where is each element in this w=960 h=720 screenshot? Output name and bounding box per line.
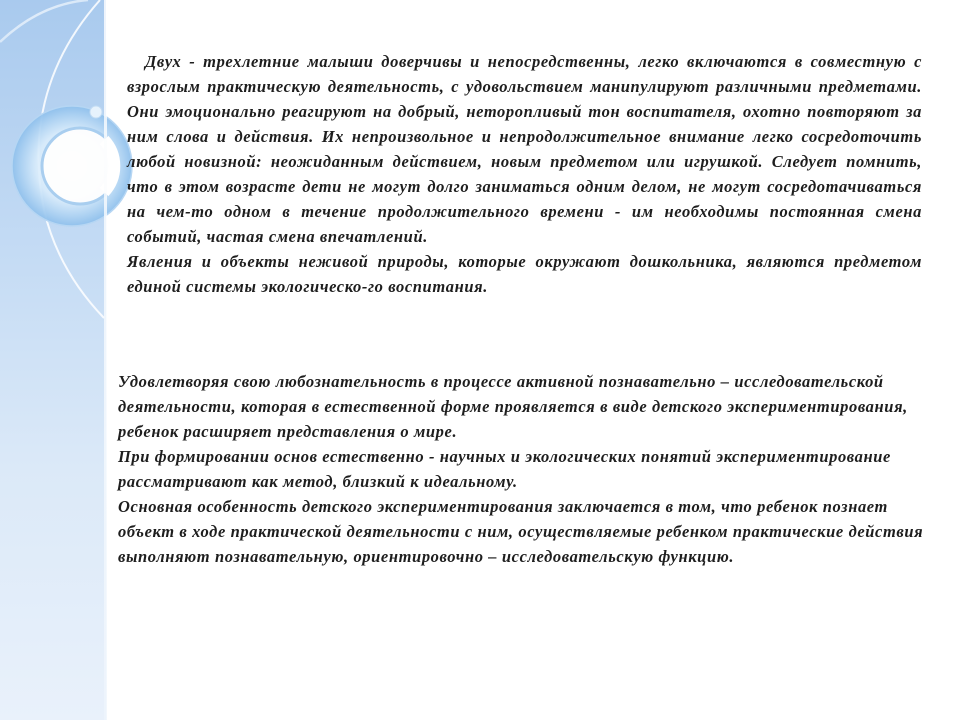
text-block-bottom [118, 369, 926, 569]
decorative-arc-top [0, 0, 88, 42]
paragraph-experimentation-method: При формировании основ естественно - научных и экологических понятий экспериментирование рассматривают как метод, близкий к идеальному. [118, 447, 891, 491]
text-block-top [127, 49, 922, 299]
paragraph-curiosity: Удовлетворяя свою любознательность в процессе активной познавательно – исследовательской деятельности, которая в естественной форме проявляется в виде детского экспериментирования, ребенок расширяет представления о мире. [118, 372, 908, 441]
decorative-band-edge [104, 0, 107, 720]
paragraph-nature-objects: Явления и объекты неживой природы, которые окружают дошкольника, являются предметом единой системы экологическо-го воспитания. [127, 252, 922, 296]
paragraph-toddlers: Двух - трехлетние малыши доверчивы и непосредственны, легко включаются в совместную с взрослым практическую деятельность, с удовольствием манипулируют различными предметами. Они эмоционально реагируют на добрый, неторопливый тон воспитателя, охотно повторяют за ним слова и действия. Их непроизвольное и непродолжительное внимание легко сосредоточить любой новизной: неожиданным действием, новым предметом или игрушкой. Следует помнить, что в этом возрасте дети не могут долго заниматься одним делом, не могут сосредотачиваться на чем-то одном в течение продолжительного времени - им необходимы постоянная смена событий, частая смена впечатлений. [127, 52, 922, 246]
decorative-dot [90, 106, 102, 118]
paragraph-main-feature: Основная особенность детского экспериментирования заключается в том, что ребенок познает объект в ходе практической деятельности с ним, осуществляемые ребенком практические действия выполняют познавательную, ориентировочно – исследовательскую функцию. [118, 497, 924, 566]
